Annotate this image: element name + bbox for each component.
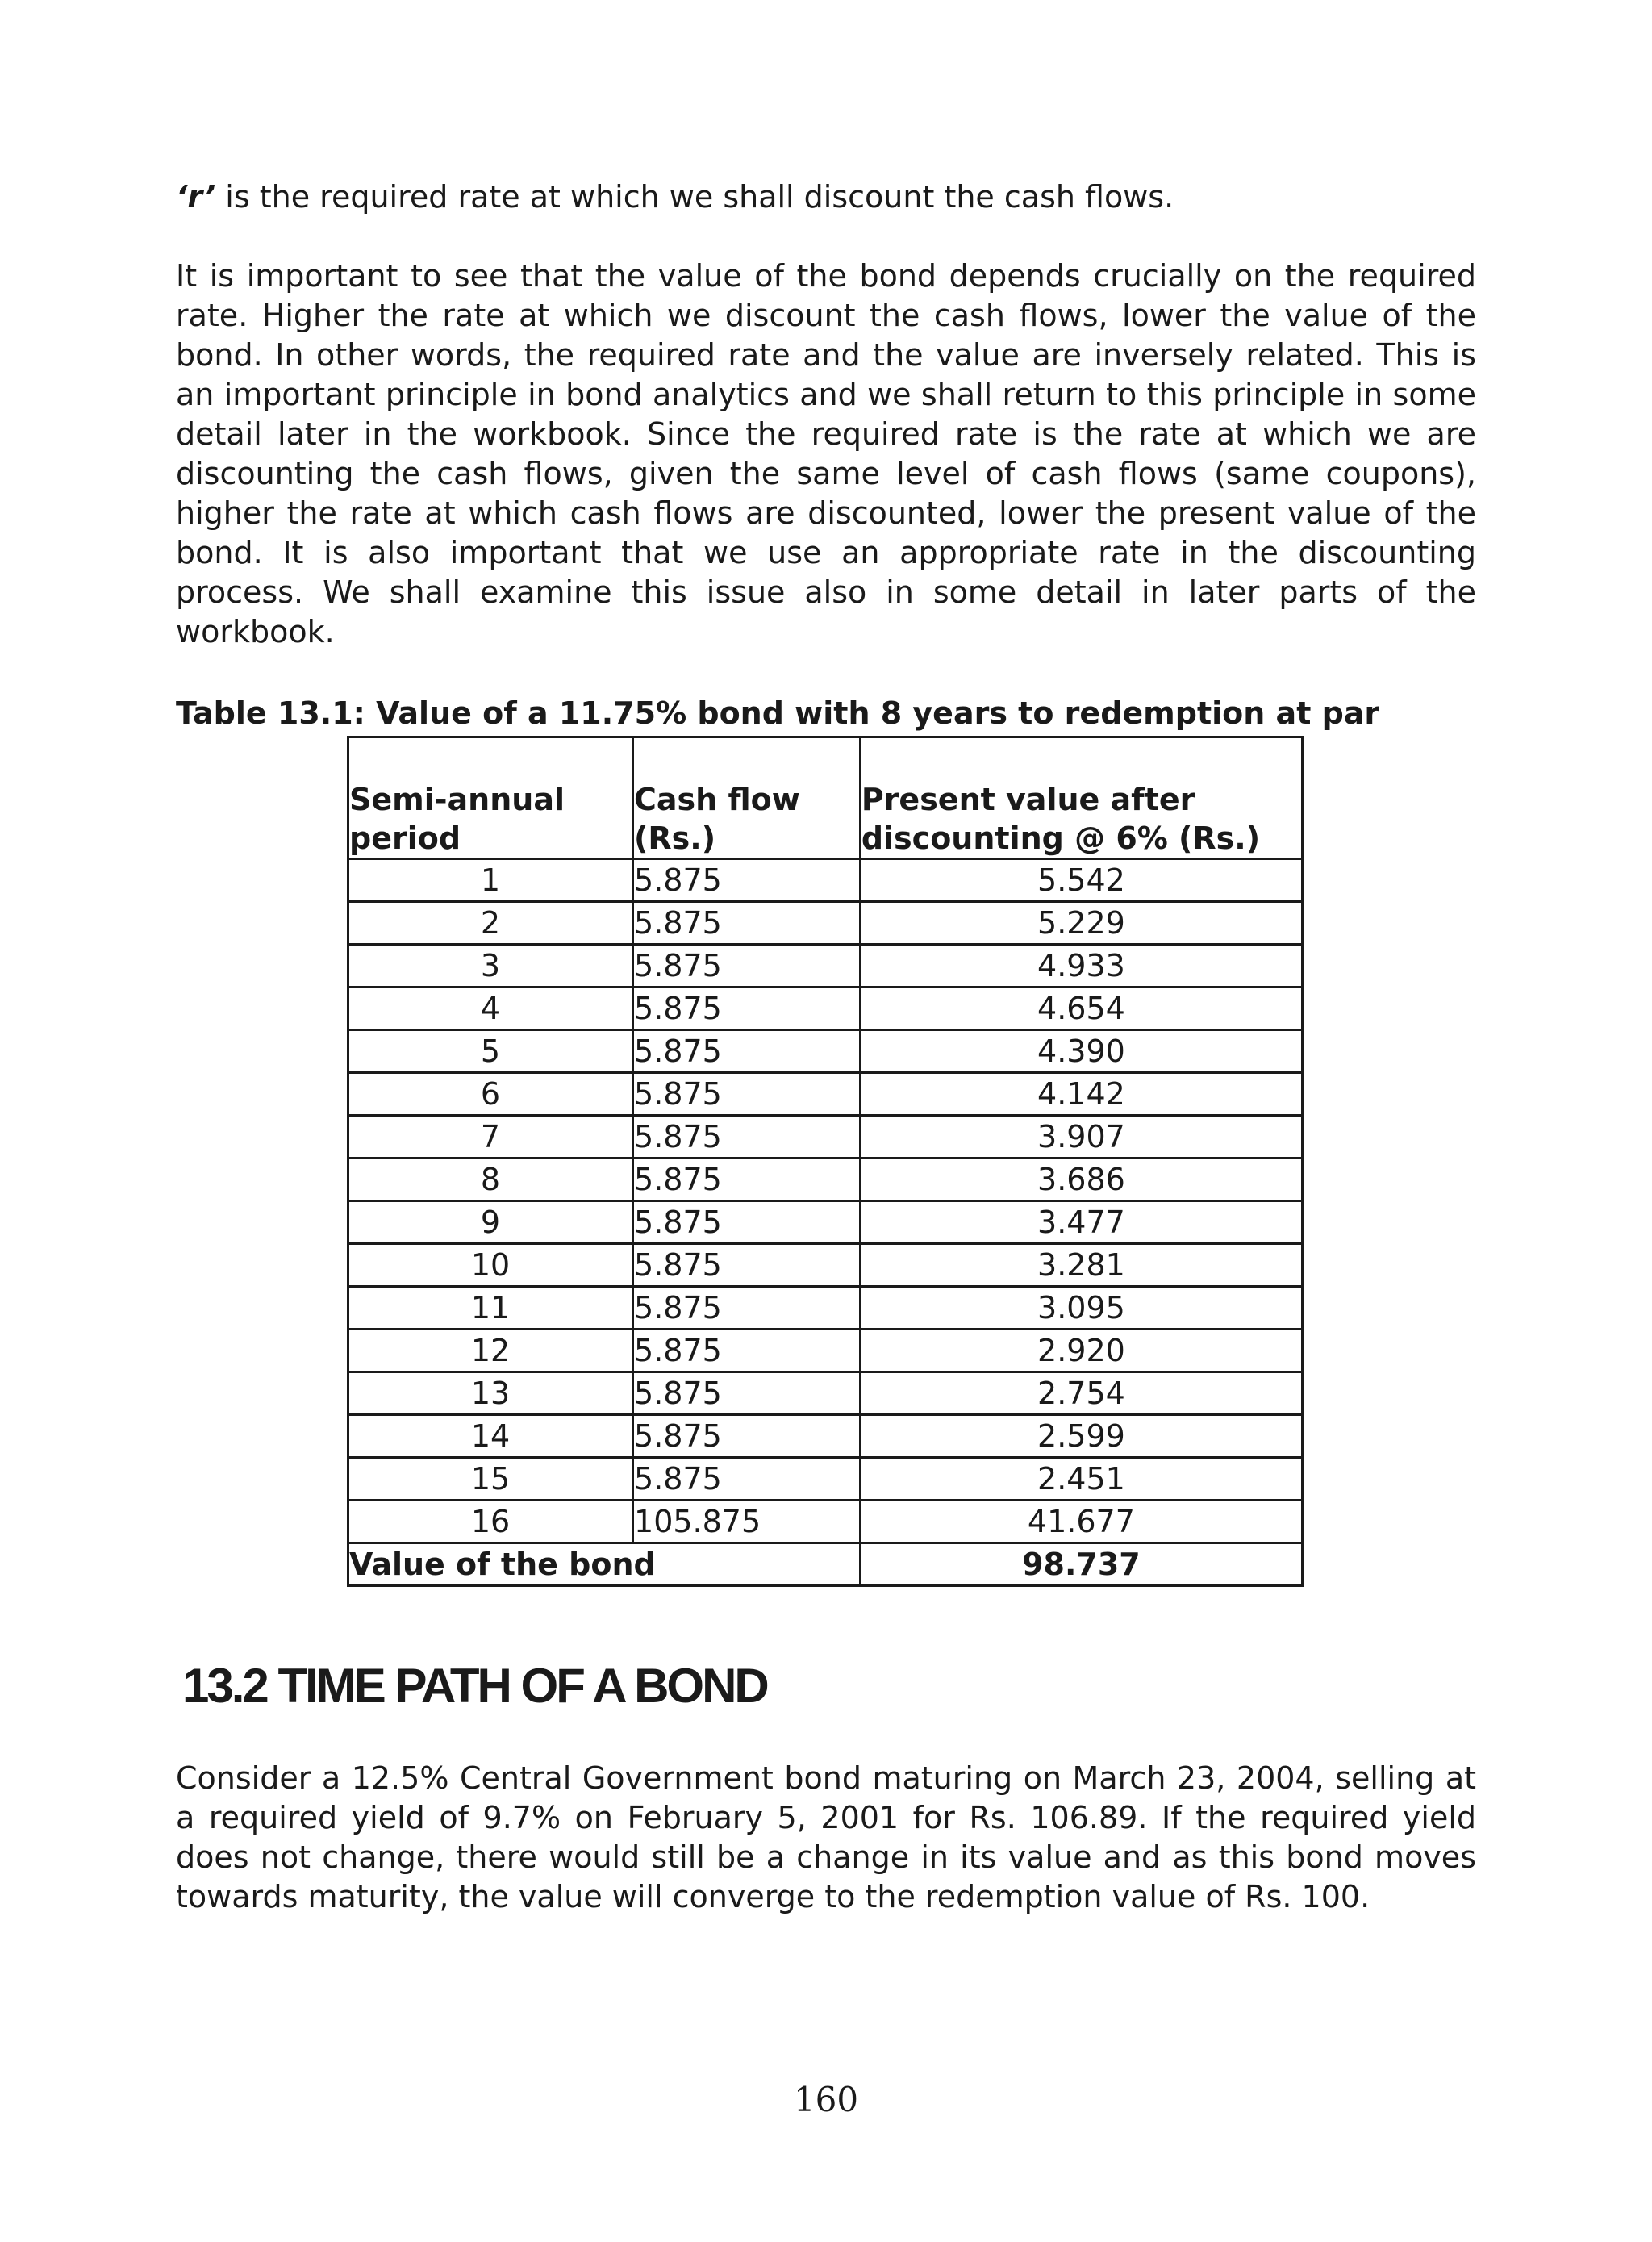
cell-period: 15 [348,1458,633,1501]
paragraph-required-rate-text: is the required rate at which we shall discount the cash flows. [215,179,1174,215]
cell-period: 12 [348,1330,633,1372]
table-row [348,1116,1303,1159]
cell-period: 10 [348,1244,633,1287]
cell-period: 14 [348,1415,633,1458]
paragraph-inverse-relation: It is important to see that the value of the bond depends crucially on the required rate. Higher the rate at which we discount the cash flows, lower the value of the bond. In other words, the required rate and the value are inversely related. This is an important principle in bond analytics and we shall return to this principle in some detail later in the workbook. Since the required rate is the rate at which we are discounting the cash flows, given the same level of cash flows (same coupons), higher the rate at which cash flows are discounted, lower the present value of the bond. It is also important that we use an appropriate rate in the discounting process. We shall examine this issue also in some detail in later parts of the workbook. [176,258,1476,649]
cell-cash-flow: 5.875 [633,859,861,902]
table-row [348,987,1303,1030]
cell-period: 11 [348,1287,633,1330]
cell-present-value: 2.451 [860,1458,1302,1501]
header-period: Semi-annual period [348,737,633,859]
cell-period: 1 [348,859,633,902]
table-total-row [348,1543,1303,1586]
table-body [348,859,1303,1543]
cell-cash-flow: 5.875 [633,987,861,1030]
cell-period: 8 [348,1159,633,1201]
cell-cash-flow: 5.875 [633,1244,861,1287]
cell-present-value: 4.933 [860,945,1302,987]
cell-period: 4 [348,987,633,1030]
cell-period: 3 [348,945,633,987]
table-header-row [348,737,1303,859]
table-row [348,859,1303,902]
total-label: Value of the bond [348,1543,861,1586]
header-cash-flow: Cash flow (Rs.) [633,737,861,859]
cell-present-value: 41.677 [860,1501,1302,1543]
cell-present-value: 3.686 [860,1159,1302,1201]
table-row [348,1030,1303,1073]
cell-period: 7 [348,1116,633,1159]
cell-present-value: 3.095 [860,1287,1302,1330]
table-row [348,1073,1303,1116]
cell-cash-flow: 5.875 [633,1372,861,1415]
page-number: 160 [793,2080,859,2119]
cell-period: 13 [348,1372,633,1415]
table-caption: Table 13.1: Value of a 11.75% bond with 8 years to redemption at par [176,695,1380,731]
cell-present-value: 4.390 [860,1030,1302,1073]
cell-cash-flow: 5.875 [633,1159,861,1201]
cell-present-value: 3.477 [860,1201,1302,1244]
paragraph-time-path: Consider a 12.5% Central Government bond maturing on March 23, 2004, selling at a required yield of 9.7% on February 5, 2001 for Rs. 106.89. If the required yield does not change, there would still be a change in its value and as this bond moves towards maturity, the value will converge to the redemption value of Rs. 100. [176,1760,1476,1914]
total-value: 98.737 [860,1543,1302,1586]
table-row [348,1372,1303,1415]
section-heading: 13.2 TIME PATH OF A BOND [182,1659,767,1713]
table-row [348,1244,1303,1287]
cell-present-value: 2.754 [860,1372,1302,1415]
cell-cash-flow: 5.875 [633,1330,861,1372]
variable-r: ‘r’ [176,179,216,215]
table-row [348,1501,1303,1543]
table-row [348,1201,1303,1244]
table-row [348,902,1303,945]
cell-period: 2 [348,902,633,945]
cell-present-value: 4.142 [860,1073,1302,1116]
cell-period: 5 [348,1030,633,1073]
table-row [348,1287,1303,1330]
cell-period: 16 [348,1501,633,1543]
cell-present-value: 5.229 [860,902,1302,945]
cell-cash-flow: 5.875 [633,1201,861,1244]
cell-cash-flow: 5.875 [633,902,861,945]
cell-cash-flow: 5.875 [633,1287,861,1330]
cell-present-value: 2.920 [860,1330,1302,1372]
cell-period: 6 [348,1073,633,1116]
table-row [348,1415,1303,1458]
cell-present-value: 5.542 [860,859,1302,902]
cell-cash-flow: 5.875 [633,1116,861,1159]
cell-present-value: 3.907 [860,1116,1302,1159]
bond-value-table [347,736,1304,1587]
table-row [348,1330,1303,1372]
cell-cash-flow: 5.875 [633,1030,861,1073]
cell-present-value: 4.654 [860,987,1302,1030]
cell-period: 9 [348,1201,633,1244]
cell-cash-flow: 5.875 [633,945,861,987]
cell-present-value: 2.599 [860,1415,1302,1458]
header-present-value: Present value after discounting @ 6% (Rs.) [860,737,1302,859]
table-row [348,1159,1303,1201]
cell-cash-flow: 5.875 [633,1415,861,1458]
cell-cash-flow: 105.875 [633,1501,861,1543]
table-row [348,1458,1303,1501]
table-row [348,945,1303,987]
cell-cash-flow: 5.875 [633,1073,861,1116]
cell-cash-flow: 5.875 [633,1458,861,1501]
paragraph-required-rate [176,177,1476,217]
cell-present-value: 3.281 [860,1244,1302,1287]
